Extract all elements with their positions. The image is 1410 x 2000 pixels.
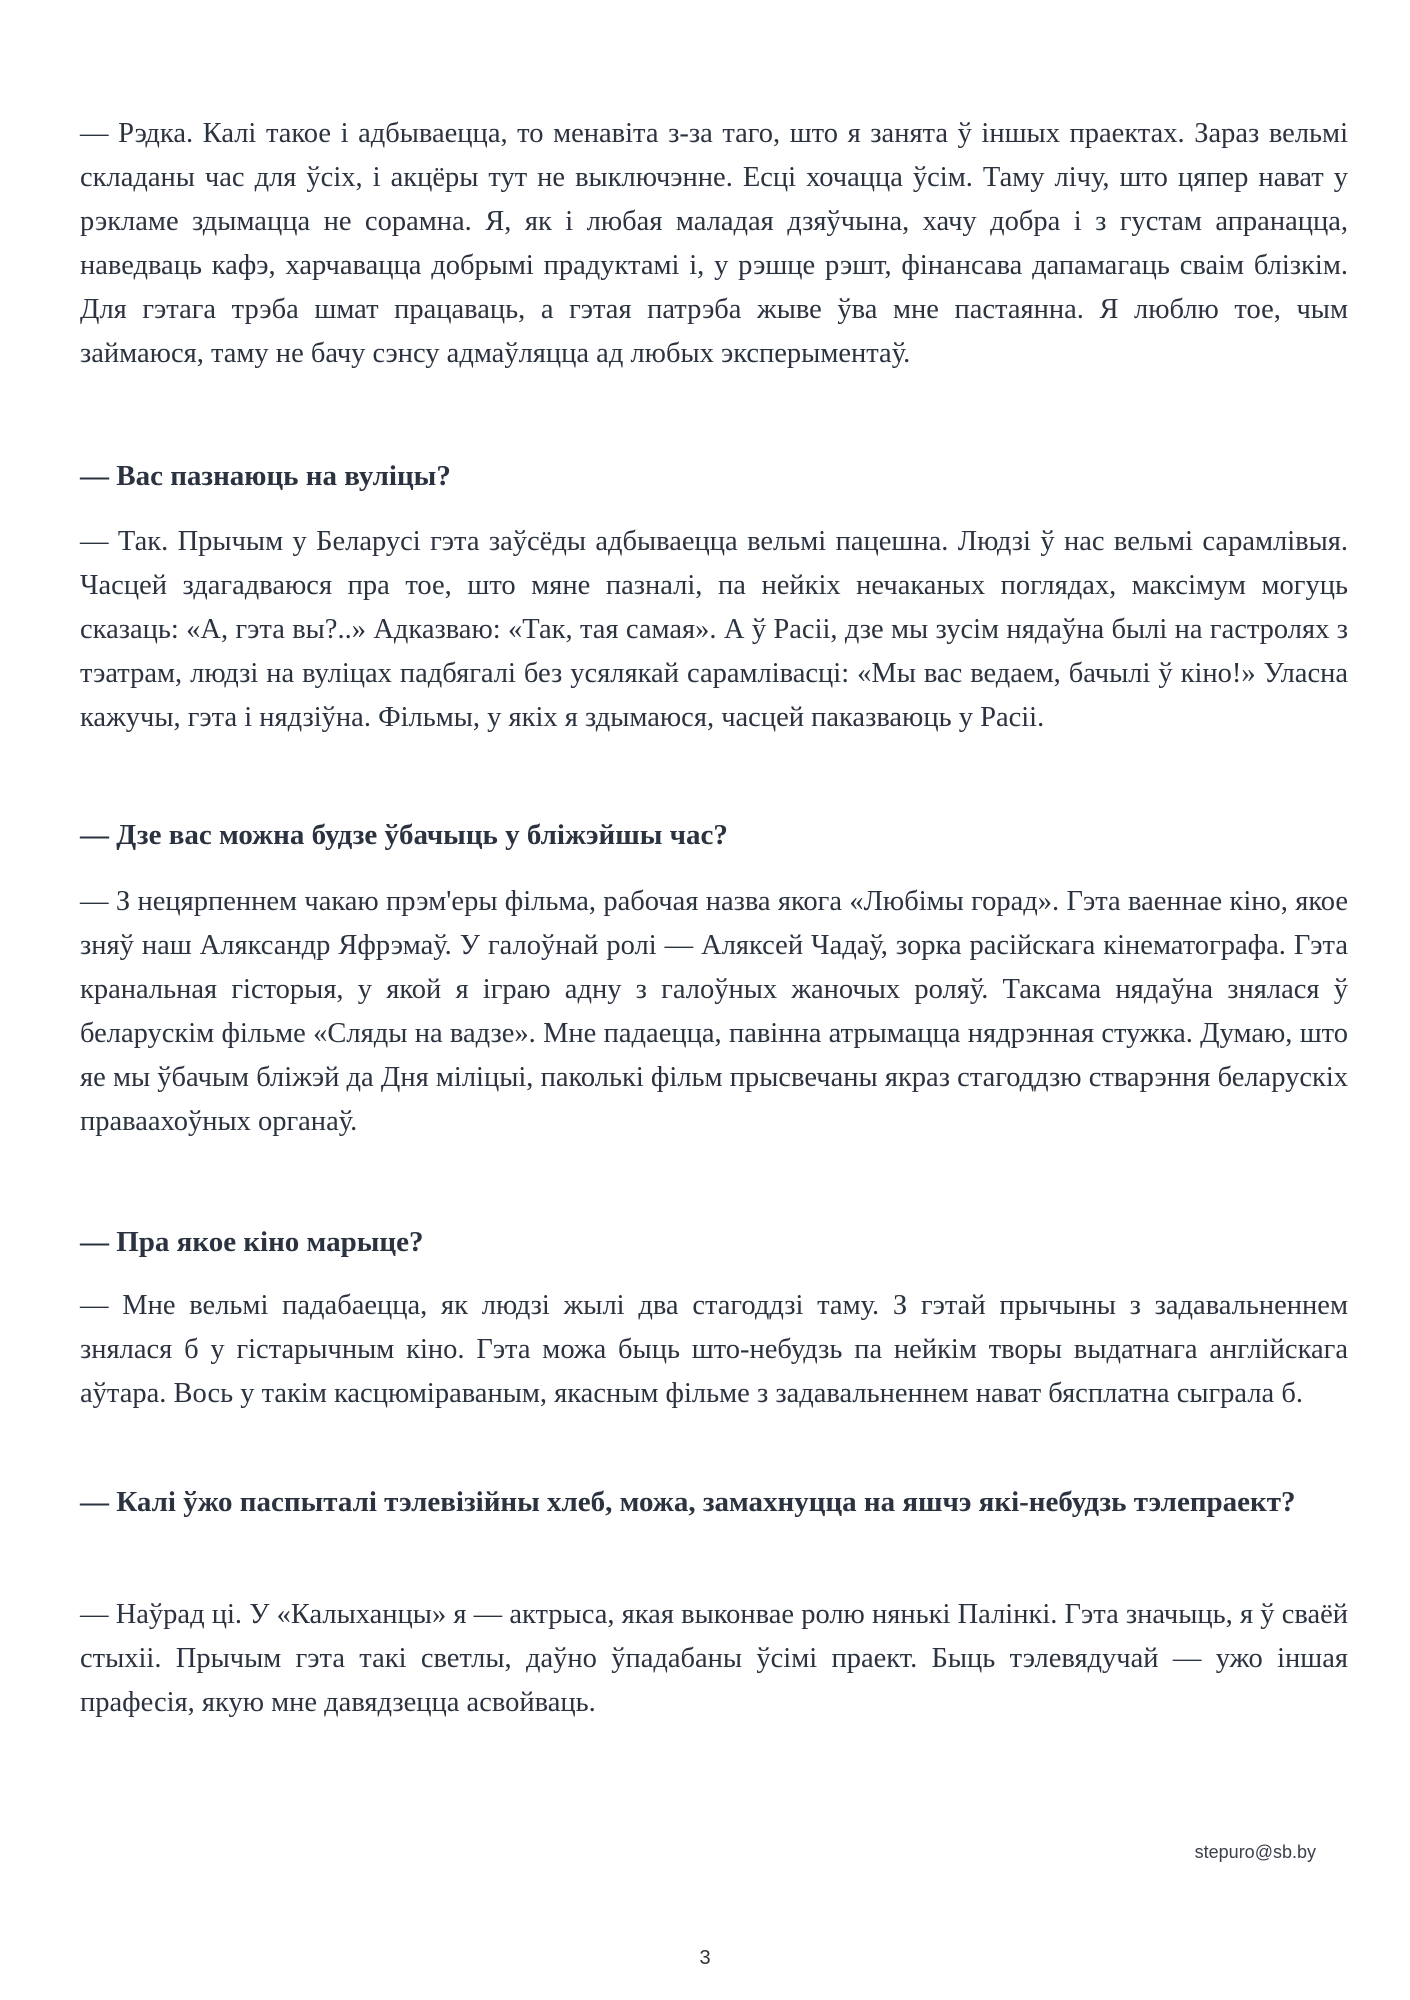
- interview-question: — Дзе вас можна будзе ўбачыць у бліжэйшы час?: [80, 819, 728, 851]
- page-number: 3: [699, 1947, 711, 1969]
- interview-question: — Вас пазнаюць на вуліцы?: [80, 460, 451, 492]
- answer-paragraph: — Так. Прычым у Беларусі гэта заўсёды адбываецца вельмі пацешна. Людзі ў нас вельмі сарамлівыя. Часцей здагадваюся пра тое, што мяне пазналі, па нейкіх нечаканых поглядах, максімум могуць сказаць: «А, гэта вы?..» Адказваю: «Так, тая самая». А ў Расіі, дзе мы зусім нядаўна былі на гастролях з тэатрам, людзі на вуліцах падбягалі без усялякай сарамлівасці: «Мы вас ведаем, бачылі ў кіно!» Уласна кажучы, гэта і нядзіўна. Фільмы, у якіх я здымаюся, часцей паказваюць у Расіі.: [80, 526, 1348, 733]
- answer-paragraph: — Рэдка. Калі такое і адбываецца, то менавіта з-за таго, што я занята ў іншых праектах. Зараз вельмі складаны час для ўсіх, і акцёры тут не выключэнне. Есці хочацца ўсім. Таму лічу, што цяпер нават у рэкламе здымацца не сорамна. Я, як і любая маладая дзяўчына, хачу добра і з густам апранацца, наведваць кафэ, харчавацца добрымі прадуктамі і, у рэшце рэшт, фінансава дапамагаць сваім блізкім. Для гэтага трэба шмат працаваць, а гэтая патрэба жыве ўва мне пастаянна. Я люблю тое, чым займаюся, таму не бачу сэнсу адмаўляцца ад любых эксперыментаў.: [80, 118, 1348, 369]
- interview-question: — Пра якое кіно марыце?: [80, 1226, 424, 1258]
- answer-paragraph: — Наўрад ці. У «Калыханцы» я — актрыса, якая выконвае ролю нянькі Палінкі. Гэта значыць, я ў сваёй стыхіі. Прычым гэта такі светлы, даўно ўпадабаны ўсімі праект. Быць тэлевядучай — ужо іншая прафесія, якую мне давядзецца асвойваць.: [80, 1599, 1348, 1718]
- answer-paragraph: — Мне вельмі падабаецца, як людзі жылі два стагоддзі таму. З гэтай прычыны з задавальненнем знялася б у гістарычным кіно. Гэта можа быць што-небудзь па нейкім творы выдатнага англійскага аўтара. Вось у такім касцюміраваным, якасным фільме з задавальненнем нават бясплатна сыграла б.: [80, 1290, 1348, 1409]
- author-email: stepuro@sb.by: [1194, 1842, 1316, 1862]
- answer-paragraph: — З нецярпеннем чакаю прэм'еры фільма, рабочая назва якога «Любімы горад». Гэта ваеннае кіно, якое зняў наш Аляксандр Яфрэмаў. У галоўнай ролі — Аляксей Чадаў, зорка расійскага кінематографа. Гэта кранальная гісторыя, у якой я іграю адну з галоўных жаночых роляў. Таксама нядаўна знялася ў беларускім фільме «Сляды на вадзе». Мне падаецца, павінна атрымацца нядрэнная стужка. Думаю, што яе мы ўбачым бліжэй да Дня міліцыі, паколькі фільм прысвечаны якраз стагоддзю стварэння беларускіх праваахоўных органаў.: [80, 886, 1348, 1137]
- interview-question: — Калі ўжо паспыталі тэлевізійны хлеб, можа, замахнуцца на яшчэ які-небудзь тэлепраект?: [80, 1486, 1296, 1518]
